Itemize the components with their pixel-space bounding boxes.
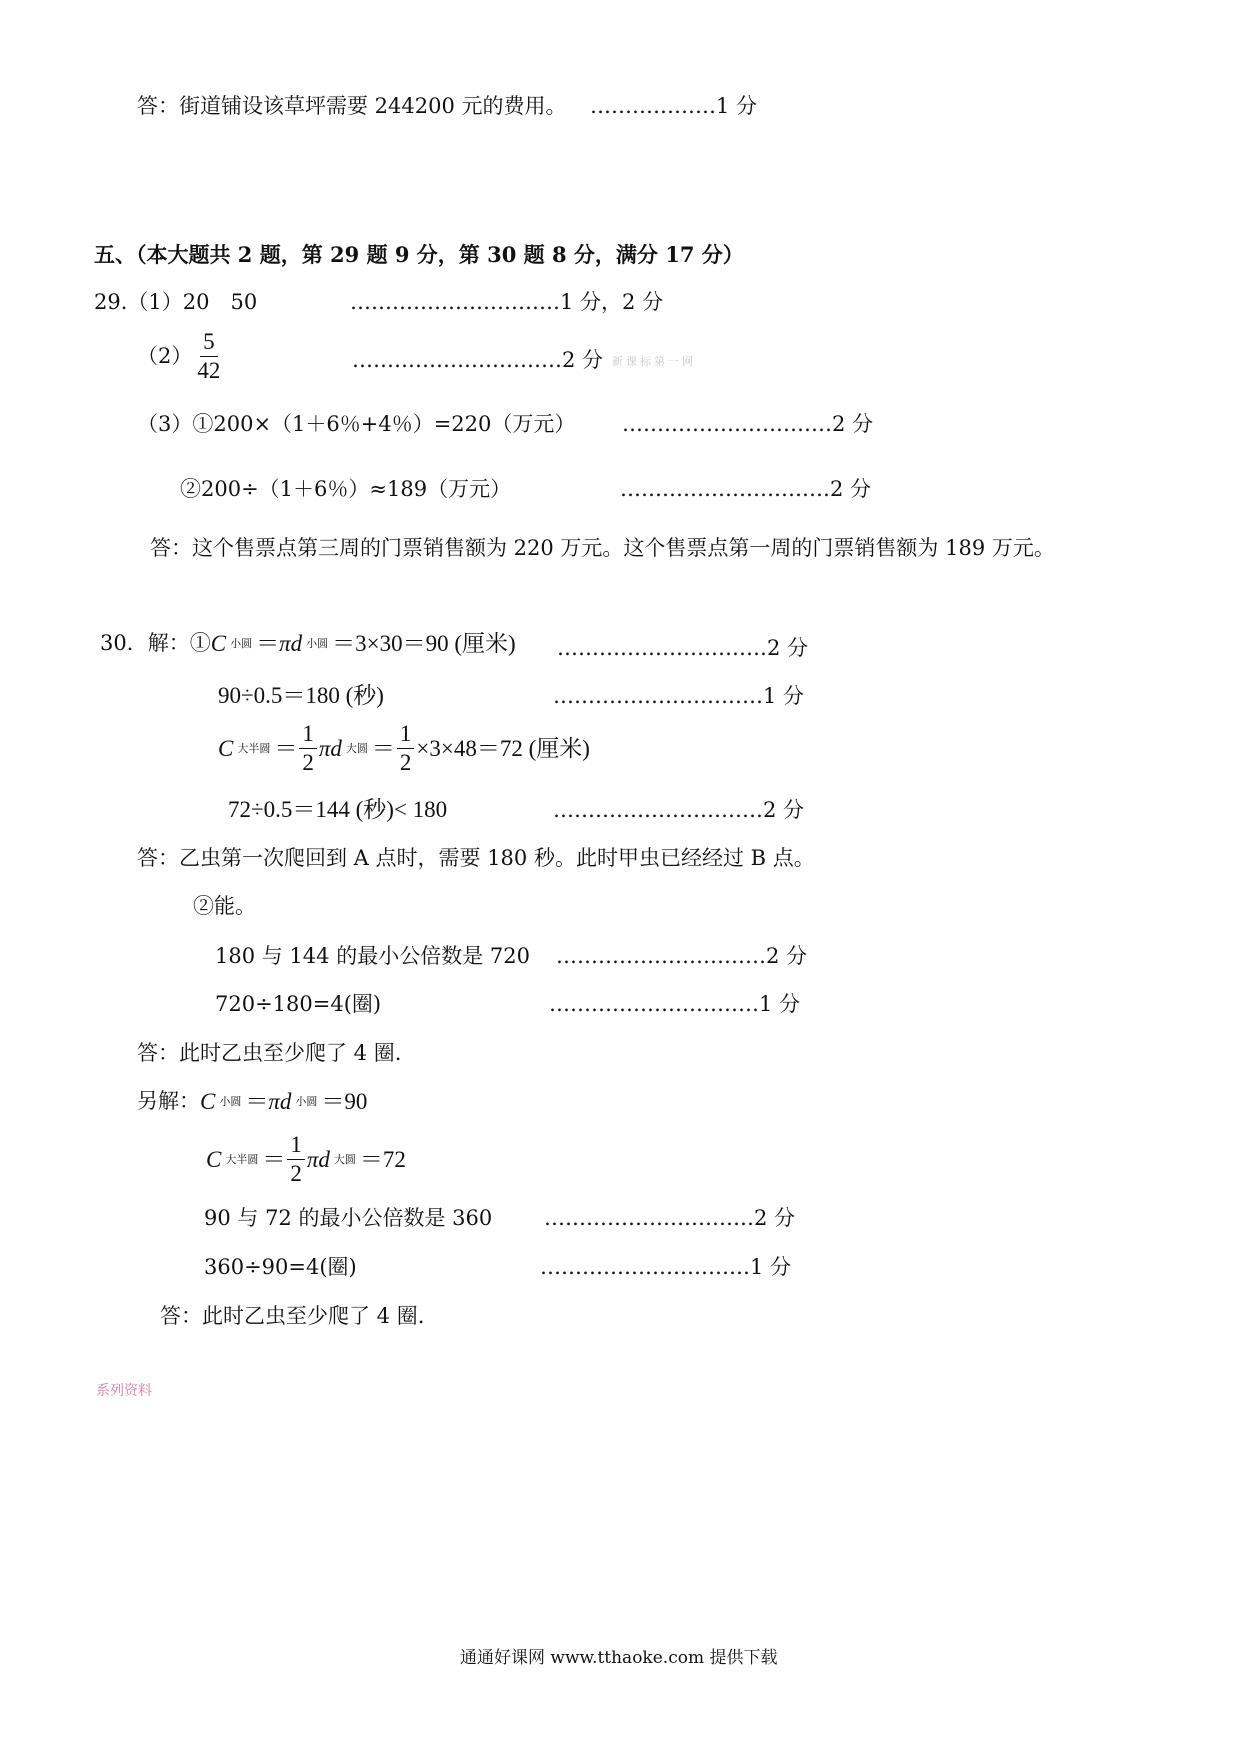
q30-line1	[100, 632, 516, 655]
q30-line4: 72÷0.5＝144 (秒)< 180	[228, 797, 448, 822]
fraction-5-42	[194, 330, 223, 383]
q30-line5-score: …………………………2 分	[556, 944, 808, 968]
alt-line4: 360÷90=4(圈)	[204, 1255, 357, 1279]
score-top: ………………1 分	[590, 94, 758, 118]
math-eq: ＝	[274, 736, 298, 762]
q29-part2-score: …………………………2 分	[352, 348, 604, 372]
fraction-half	[397, 722, 415, 775]
math-eq: ＝	[245, 1089, 269, 1114]
sub-big-half-circle: 大半圆	[225, 1153, 259, 1167]
sub-big-half-circle: 大半圆	[237, 742, 271, 756]
q29-part2	[137, 330, 225, 383]
fraction-numerator: 5	[200, 330, 218, 357]
fraction-numerator: 1	[287, 1133, 305, 1160]
sub-small-circle: 小圆	[295, 1095, 318, 1108]
alt-line3-score: …………………………2 分	[544, 1206, 796, 1230]
math-eq: ＝	[262, 1147, 286, 1173]
math-C: C	[210, 631, 227, 656]
math-eq: ＝	[256, 631, 280, 656]
series-material-link[interactable]: 系列资料	[96, 1383, 152, 1399]
q29-answer: 答：这个售票点第三周的门票销售额为 220 万元。这个售票点第一周的门票销售额为 189 万元。	[150, 536, 1055, 560]
alt-line1	[137, 1090, 367, 1113]
math-C: C	[200, 1089, 216, 1114]
fraction-numerator: 1	[397, 722, 415, 749]
alt-answer: 答：此时乙虫至少爬了 4 圈.	[160, 1304, 425, 1328]
q29-part1: 29.（1）20 50	[94, 290, 258, 314]
q30-line4-score: …………………………2 分	[553, 798, 805, 822]
section-heading: 五、（本大题共 2 题，第 29 题 9 分，第 30 题 8 分，满分 17 分）	[94, 242, 744, 267]
fraction-denominator: 2	[399, 750, 412, 776]
q30-answer2: 答：此时乙虫至少爬了 4 圈.	[137, 1041, 402, 1065]
math-rest: ＝72	[359, 1147, 406, 1173]
q29-part3a-score: …………………………2 分	[622, 412, 874, 436]
fraction-denominator: 2	[302, 750, 314, 776]
q29-part3b: ②200÷（1＋6％）≈189（万元）	[180, 477, 512, 501]
q30-answer1: 答：乙虫第一次爬回到 A 点时，需要 180 秒。此时甲虫已经经过 B 点。	[137, 846, 815, 870]
sub-small-circle: 小圆	[219, 1095, 242, 1108]
alt-line3: 90 与 72 的最小公倍数是 360	[204, 1206, 493, 1230]
q30-prefix: 30．解：①	[100, 631, 211, 655]
footer-text: 通通好课网 www.tthaoke.com 提供下载	[460, 1648, 778, 1668]
alt-line2	[206, 1133, 406, 1186]
fraction-half	[299, 722, 317, 775]
q29-part2-label: （2）	[137, 344, 193, 369]
watermark: 新课标第一网	[612, 355, 696, 368]
answer-top: 答：街道铺设该草坪需要 244200 元的费用。	[137, 94, 567, 118]
q30-line3	[218, 722, 590, 775]
fraction-denominator: 42	[197, 358, 221, 384]
q30-line2-score: …………………………1 分	[553, 684, 805, 708]
math-pid: πd	[318, 736, 342, 762]
fraction-denominator: 2	[290, 1161, 302, 1187]
q30-line6-score: …………………………1 分	[549, 992, 801, 1016]
q29-part3b-score: …………………………2 分	[620, 477, 872, 501]
sub-small-circle: 小圆	[306, 637, 329, 650]
math-pid: πd	[306, 1147, 330, 1173]
q30-part2: ②能。	[193, 894, 256, 918]
q30-line1-score: …………………………2 分	[557, 636, 809, 660]
sub-big-circle: 大圆	[333, 1153, 356, 1167]
q30-line5: 180 与 144 的最小公倍数是 720	[215, 944, 530, 968]
fraction-numerator: 1	[299, 722, 317, 749]
alt-line4-score: …………………………1 分	[540, 1255, 792, 1279]
q30-line6: 720÷180=4(圈)	[215, 992, 382, 1016]
math-C: C	[218, 736, 234, 762]
math-pid: πd	[279, 631, 303, 656]
math-pid: πd	[268, 1089, 292, 1114]
q30-line2: 90÷0.5＝180 (秒)	[218, 683, 384, 708]
fraction-half	[287, 1133, 305, 1186]
math-rest: ×3×48＝72 (厘米)	[416, 736, 590, 762]
math-rest: ＝3×30＝90 (厘米)	[332, 631, 516, 656]
q29-part1-score: …………………………1 分，2 分	[350, 290, 664, 314]
math-eq: ＝	[371, 736, 395, 762]
math-C: C	[206, 1147, 222, 1173]
q29-part3a: （3）①200×（1＋6％+4％）=220（万元）	[137, 412, 576, 436]
sub-big-circle: 大圆	[345, 742, 368, 756]
math-rest: ＝90	[321, 1089, 368, 1114]
alt-prefix: 另解：	[137, 1089, 200, 1113]
sub-small-circle: 小圆	[230, 637, 253, 650]
